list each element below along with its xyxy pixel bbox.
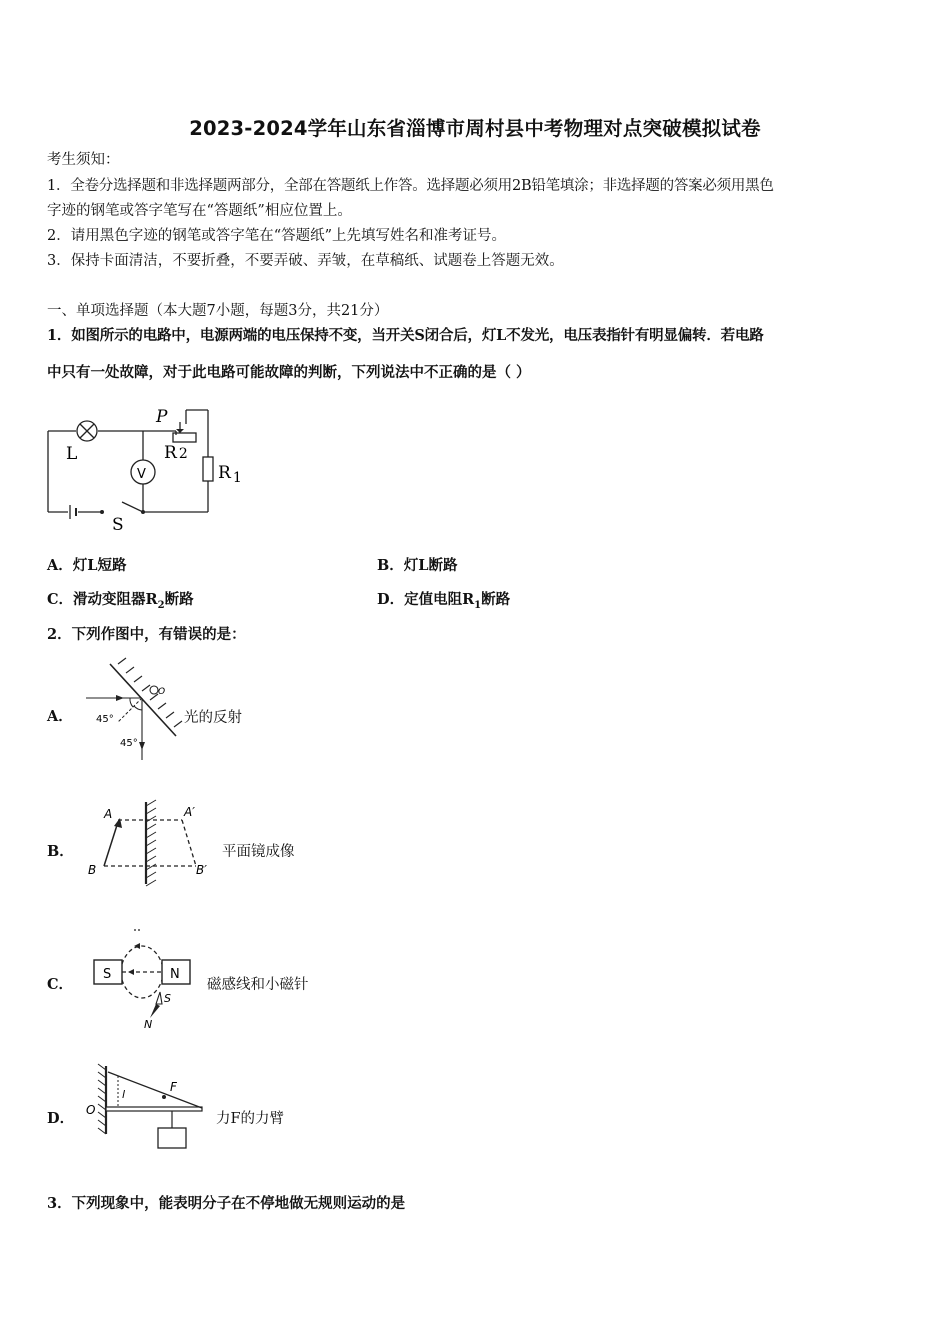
switch-label: S (112, 515, 124, 535)
q1-stem-line2: 中只有一处故障，对于此电路可能故障的判断，下列说法中不正确的是（ ） (47, 364, 531, 381)
q2-lever-figure (84, 1062, 208, 1158)
resistor-label: R $_1$ (218, 463, 242, 486)
point-b-label: B (88, 863, 97, 877)
q2-mirror-figure (84, 800, 214, 886)
point-a-label: A (104, 807, 113, 821)
q2-stem: 2．下列作图中，有错误的是： (47, 626, 246, 643)
voltmeter-label: V (137, 467, 146, 482)
q2-reflection-figure (82, 660, 182, 762)
arm-l-label: l (122, 1088, 126, 1101)
notice-item-1: 1．全卷分选择题和非选择题两部分，全部在答题纸上作答。选择题必须用2B铅笔填涂；非选择题的答案必须用黑色 (47, 178, 774, 194)
magnet-s-label: S (103, 967, 112, 982)
lamp-label: L (66, 444, 78, 464)
q2-option-d-caption: 力F的力臂 (216, 1111, 285, 1127)
angle-1-label: 45° (96, 714, 114, 725)
q2-option-c-caption: 磁感线和小磁针 (207, 977, 309, 993)
q1-option-a[interactable]: A．灯L短路 (47, 557, 127, 574)
q2-option-c-letter[interactable]: C． (47, 976, 74, 993)
q2-option-b-letter[interactable]: B． (47, 843, 74, 860)
rheostat-label: R 2 (164, 443, 188, 463)
point-b-prime-label: B′ (196, 863, 207, 877)
needle-n-label: N (144, 1018, 153, 1031)
q2-option-a-caption: 光的反射 (184, 710, 242, 726)
q2-option-b-caption: 平面镜成像 (222, 844, 295, 860)
slider-label: P (156, 407, 168, 427)
magnet-n-label: N (170, 967, 180, 982)
q2-magnet-figure (90, 926, 200, 1032)
force-f-label: F (170, 1080, 177, 1094)
q1-option-b[interactable]: B．灯L断路 (377, 557, 458, 574)
q2-option-d-letter[interactable]: D． (47, 1110, 75, 1127)
q1-option-d[interactable]: D．定值电阻$R_1$断路 (377, 591, 511, 611)
needle-s-label: S (164, 992, 171, 1005)
notice-heading: 考生须知： (47, 152, 120, 168)
point-o-label: O (158, 687, 166, 697)
q1-option-c[interactable]: C．滑动变阻器$R_2$断路 (47, 591, 194, 611)
q1-circuit-diagram (40, 400, 260, 535)
q1-stem-line1: 1．如图所示的电路中，电源两端的电压保持不变，当开关S闭合后，灯L不发光，电压表指针有明显偏转．若电路 (47, 327, 764, 344)
pivot-o-label: O (86, 1103, 96, 1117)
q3-stem: 3．下列现象中，能表明分子在不停地做无规则运动的是 (47, 1195, 406, 1212)
notice-item-3: 3．保持卡面清洁，不要折叠，不要弄破、弄皱，在草稿纸、试题卷上答题无效。 (47, 253, 564, 269)
q2-option-a-letter[interactable]: A． (47, 708, 73, 725)
notice-item-2: 2．请用黑色字迹的钢笔或答字笔在“答题纸”上先填写姓名和准考证号。 (47, 228, 507, 244)
angle-2-label: 45° (120, 738, 138, 749)
page-title: 2023-2024学年山东省淄博市周村县中考物理对点突破模拟试卷 (189, 117, 761, 140)
section-heading: 一、单项选择题（本大题7小题，每题3分，共21分） (47, 303, 389, 319)
notice-item-1-cont: 字迹的钢笔或答字笔写在“答题纸”相应位置上。 (47, 203, 352, 219)
point-a-prime-label: A′ (184, 805, 195, 819)
